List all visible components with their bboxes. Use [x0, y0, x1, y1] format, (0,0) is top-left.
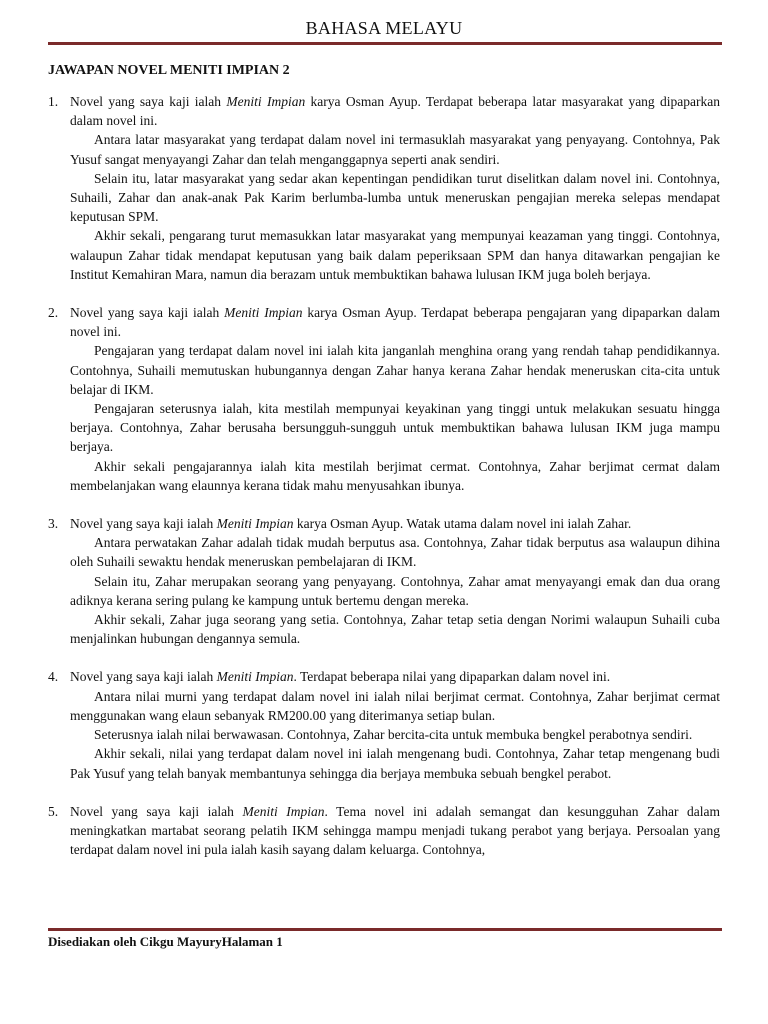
item-paragraph: Antara perwatakan Zahar adalah tidak mudah berputus asa. Contohnya, Zahar tidak berputus asa walaupun dihina oleh Suhaili sewaktu hendak meneruskan pembelajaran di IKM.: [70, 535, 720, 570]
page-footer: Disediakan oleh Cikgu MayuryHalaman 1: [48, 934, 283, 949]
item-intro: Novel yang saya kaji ialah Meniti Impian karya Osman Ayup. Watak utama dalam novel ini ialah Zahar.: [70, 516, 632, 532]
item-paragraph: Akhir sekali, nilai yang terdapat dalam novel ini ialah mengenang budi. Contohnya, Zahar tetap mengenang budi Pak Yusuf yang telah banyak membantunya sehingga dia berjaya membuka sebuah bengkel perabot.: [70, 746, 720, 781]
answer-item-1: [48, 92, 720, 284]
answer-item-5: [48, 802, 720, 860]
answer-item-4: [48, 667, 720, 782]
item-intro: Novel yang saya kaji ialah Meniti Impian. Terdapat beberapa nilai yang dipaparkan dalam novel ini.: [70, 669, 611, 685]
answer-item-2: [48, 303, 720, 495]
novel-title: Meniti Impian: [216, 669, 294, 685]
page-header-title: BAHASA MELAYU: [305, 18, 463, 38]
novel-title: Meniti Impian: [224, 305, 303, 321]
item-intro: Novel yang saya kaji ialah Meniti Impian karya Osman Ayup. Terdapat beberapa latar masyarakat yang dipaparkan dalam novel ini.: [70, 94, 720, 129]
item-paragraph: Antara latar masyarakat yang terdapat dalam novel ini termasuklah masyarakat yang penyayang. Contohnya, Pak Yusuf sangat menyayangi Zahar dan telah menganggapnya seperti anak sendiri.: [70, 132, 720, 167]
item-intro: Novel yang saya kaji ialah Meniti Impian karya Osman Ayup. Terdapat beberapa pengajaran yang dipaparkan dalam novel ini.: [70, 305, 720, 340]
item-paragraph: Akhir sekali pengajarannya ialah kita mestilah berjimat cermat. Contohnya, Zahar berjimat cermat dalam membelanjakan wang elaunnya kerana tidak mahu menyusahkan ibunya.: [70, 458, 720, 493]
answer-item-3: [48, 514, 720, 648]
document-heading: JAWAPAN NOVEL MENITI IMPIAN 2: [48, 63, 290, 78]
item-paragraph: Akhir sekali, Zahar juga seorang yang setia. Contohnya, Zahar tetap setia dengan Norimi walaupun Suhaili cuba menjalinkan hubungan dengannya semula.: [70, 612, 720, 647]
item-paragraph: Seterusnya ialah nilai berwawasan. Contohnya, Zahar bercita-cita untuk membuka bengkel perabotnya sendiri.: [94, 727, 693, 743]
item-number: 1.: [48, 94, 59, 109]
answers-list: [48, 92, 720, 879]
novel-title: Meniti Impian: [226, 94, 306, 109]
item-paragraph: Akhir sekali, pengarang turut memasukkan latar masyarakat yang mempunyai keazaman yang tinggi. Contohnya, walaupun Zahar tidak mendapat keputusan yang baik dalam peperiksaan SPM dan hanya ditawarkan pengajian ke Institut Kemahiran Mara, namun dia berazam untuk membuktikan bahawa lulusan IKM juga boleh berjaya.: [70, 228, 720, 282]
header-rule: [48, 42, 722, 45]
item-paragraph: Antara nilai murni yang terdapat dalam novel ini ialah nilai berjimat cermat. Contohnya, Zahar berjimat cermat menggunakan wang elaun sebanyak RM200.00 yang diterimanya setiap bulan.: [70, 688, 720, 723]
item-paragraph: Pengajaran seterusnya ialah, kita mestilah mempunyai keyakinan yang tinggi untuk melakukan sesuatu hingga berjaya. Contohnya, Zahar berusaha bersungguh-sungguh untuk membuktikan bahawa lulusan IKM juga mampu berjaya.: [70, 401, 720, 455]
item-number: 5.: [48, 803, 59, 819]
item-number: 3.: [48, 516, 59, 532]
novel-title: Meniti Impian: [216, 516, 294, 532]
item-paragraph: Pengajaran yang terdapat dalam novel ini ialah kita janganlah menghina orang yang rendah tahap pendidikannya. Contohnya, Suhaili memutuskan hubungannya dengan Zahar hanya kerana Zahar hendak meneruskan cita-cita untuk belajar di IKM.: [70, 343, 720, 397]
item-number: 2.: [48, 305, 59, 321]
item-intro: Novel yang saya kaji ialah Meniti Impian. Tema novel ini adalah semangat dan kesungguhan Zahar dalam meningkatkan martabat seorang pelatih IKM sehingga mampu menjadi tukang perabot yang berjaya. Persoalan yang terdapat dalam novel ini pula ialah kasih sayang dalam keluarga. Contohnya,: [70, 803, 720, 858]
item-number: 4.: [48, 669, 59, 685]
footer-rule: [48, 928, 722, 931]
item-paragraph: Selain itu, Zahar merupakan seorang yang penyayang. Contohnya, Zahar amat menyayangi emak dan dua orang adiknya kerana sering pulang ke kampung untuk bertemu dengan mereka.: [70, 573, 720, 608]
item-paragraph: Selain itu, latar masyarakat yang sedar akan kepentingan pendidikan turut diselitkan dalam novel ini. Contohnya, Suhaili, Zahar dan anak-anak Pak Karim berlumba-lumba untuk meneruskan pengajian mereka selepas mendapat keputusan SPM.: [70, 170, 720, 225]
novel-title: Meniti Impian: [242, 803, 325, 819]
